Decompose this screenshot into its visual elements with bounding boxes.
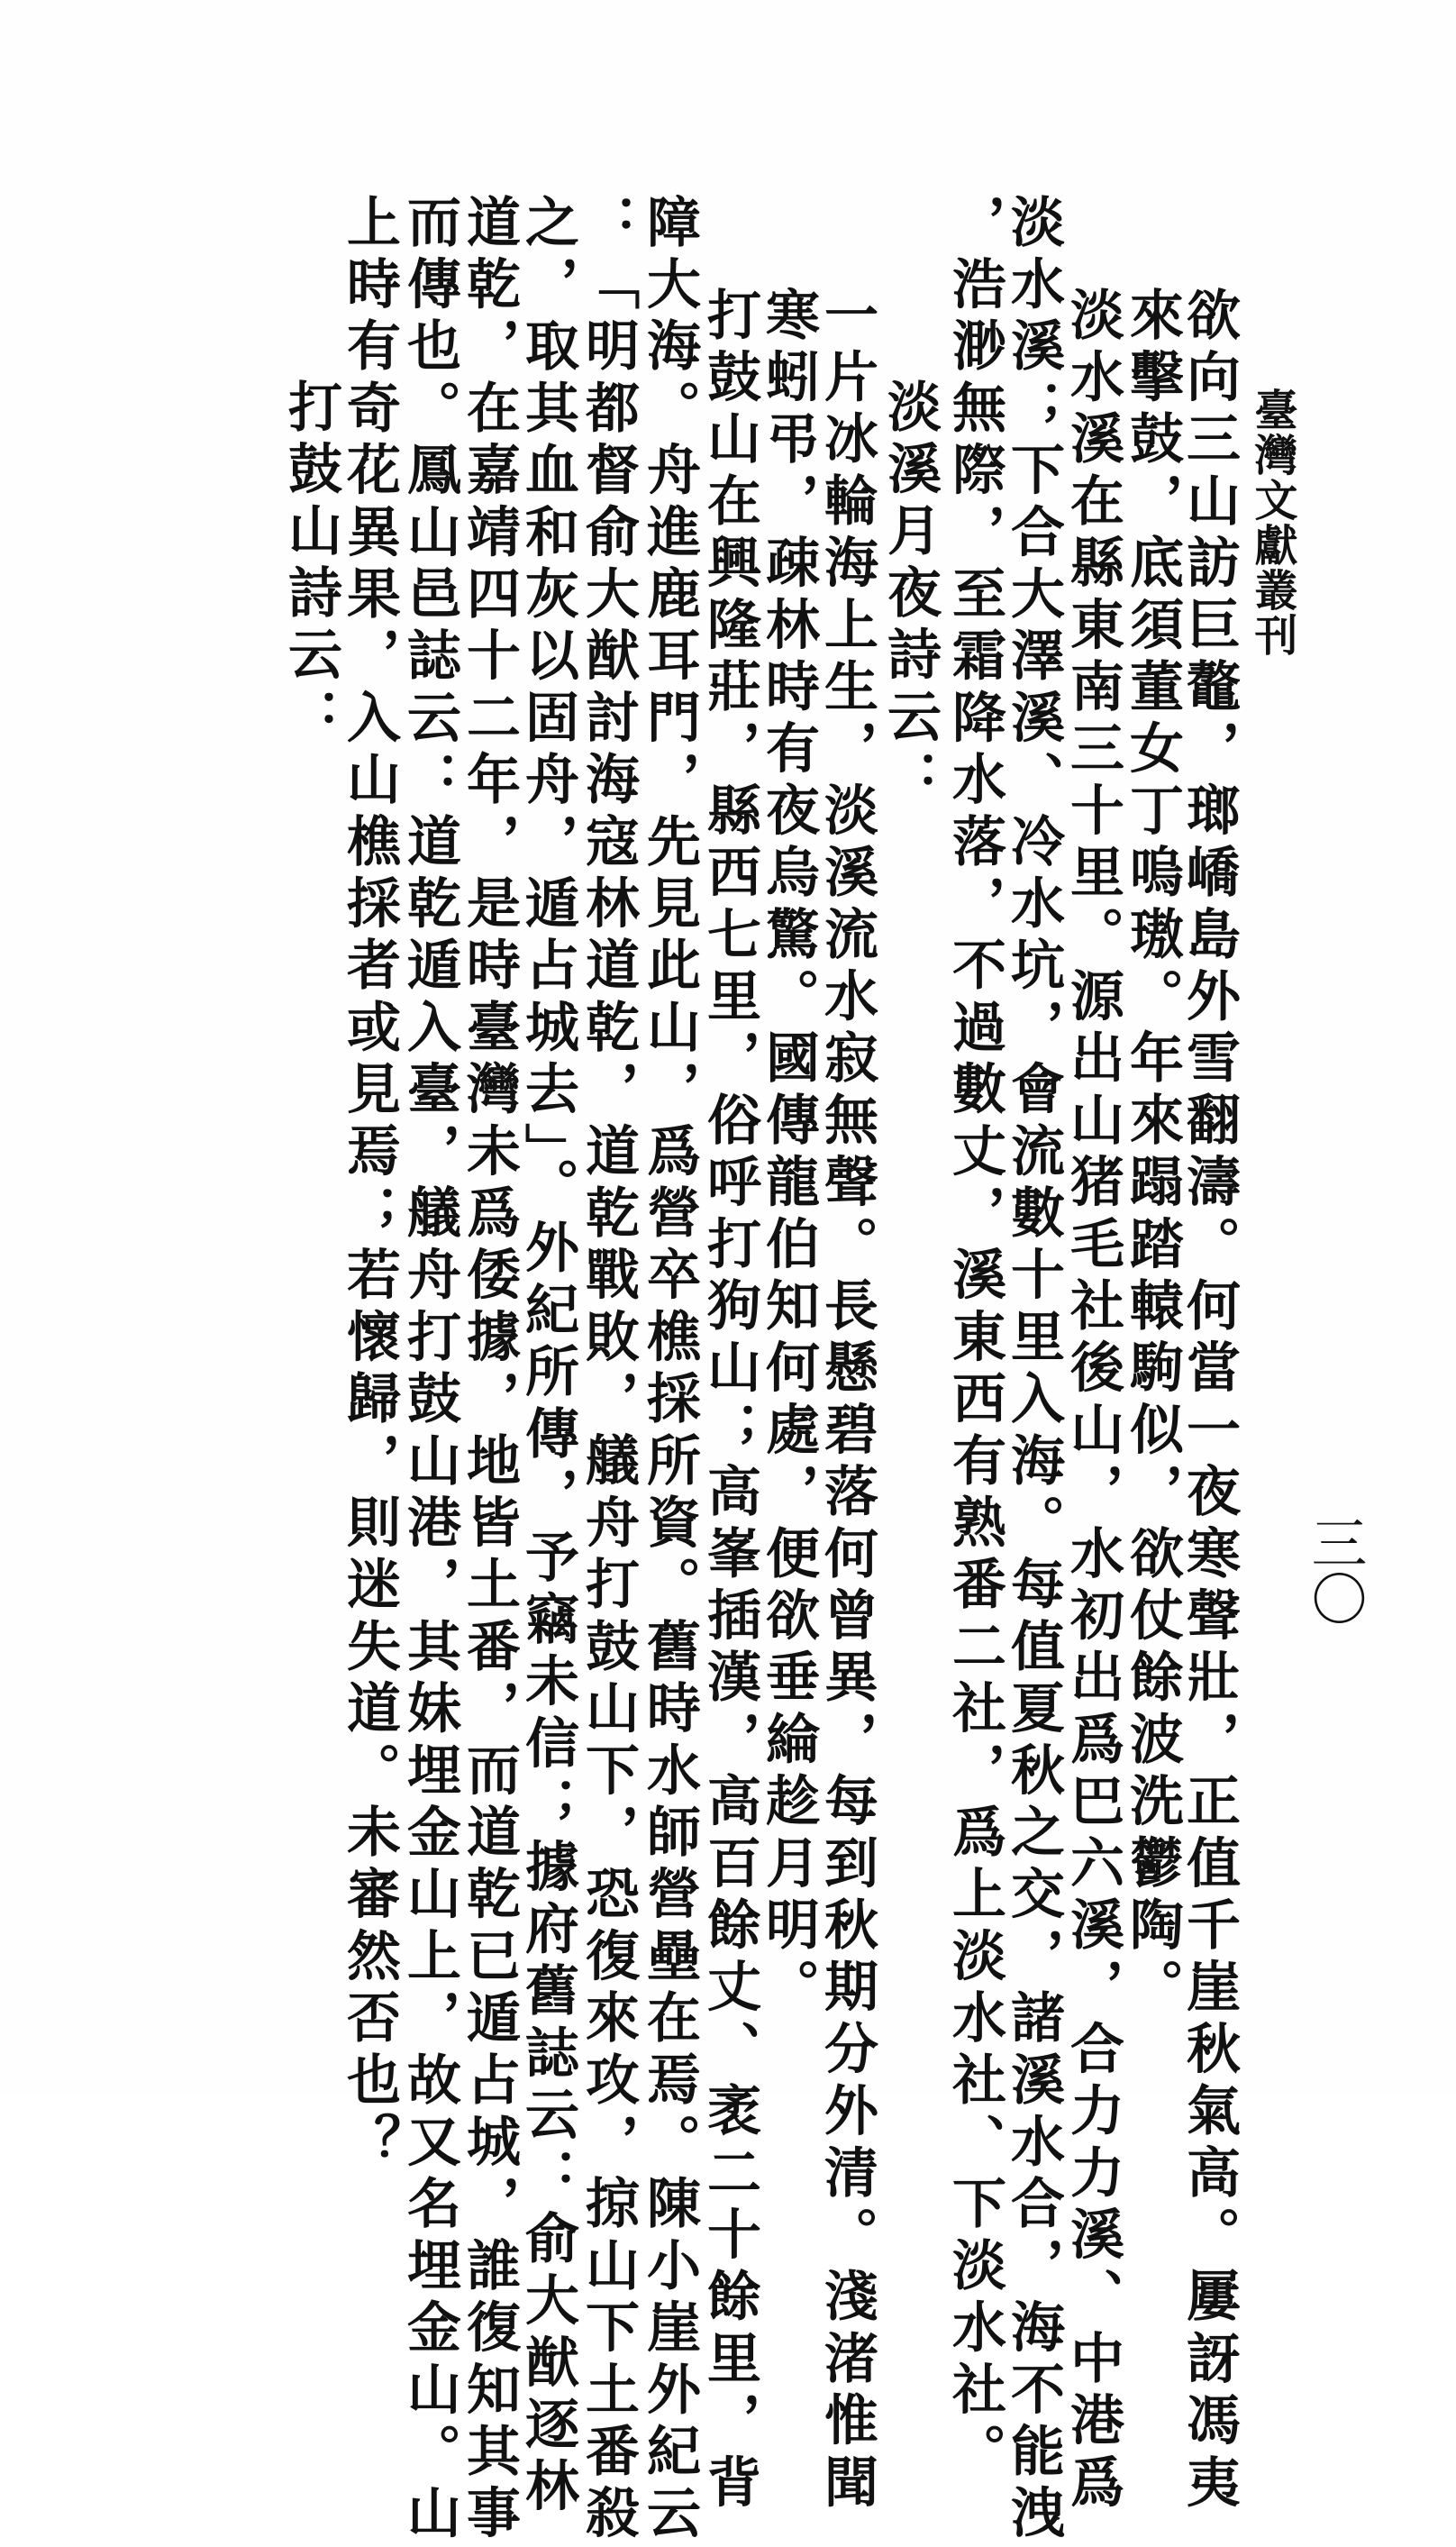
text-column: 來擊鼓，底須董女丁嗚璈。年來蹋踏轅駒似，欲仗餘波洗鬱陶。 <box>1121 287 1184 2021</box>
text-column: 上時有奇花異果，入山樵採者或見焉；若懷歸，則迷失道。未審然否也？ <box>338 194 401 2176</box>
text-column: 淡水溪；下合大澤溪、冷水坑，會流數十里入海。每值夏秋之交，諸溪水合，海不能洩 <box>1002 194 1065 2547</box>
text-column: 而傳也。鳳山邑誌云：道乾遁入臺，艤舟打鼓山港，其妹埋金山上，故又名埋金山。山 <box>398 194 461 2547</box>
text-column: 障大海。舟進鹿耳門，先見此山，爲營卒樵採所資。舊時水師營壘在焉。陳小崖外紀云 <box>638 194 701 2547</box>
text-column: ：「明都督俞大猷討海寇林道乾，道乾戰敗，艤舟打鼓山下，恐復來攻，掠山下土番殺 <box>577 194 640 2547</box>
text-column: 一片冰輪海上生，淡溪流水寂無聲。長懸碧落何曾異，每到秋期分外清。淺渚惟聞 <box>815 287 878 2516</box>
running-title: 臺灣文獻叢刊 <box>1247 388 1297 658</box>
page-number: 三〇 <box>1302 1514 1368 1626</box>
text-column: 打鼓山在興隆莊，縣西七里，俗呼打狗山；高峯插漢，高百餘丈、袤二十餘里，背 <box>698 287 761 2516</box>
text-column: ，浩渺無際，至霜降水落，不過數丈，溪東西有熟番二社，爲上淡水社、下淡水社。 <box>943 194 1006 2485</box>
text-column: 之，取其血和灰以固舟，遁占城去」。外紀所傳，予竊未信；據府舊誌云：俞大猷逐林 <box>516 194 579 2520</box>
text-column: 淡水溪在縣東南三十里。源出山猪毛社後山，水初出爲巴六溪，合力力溪、中港爲 <box>1061 287 1124 2516</box>
text-column: 淡溪月夜詩云： <box>878 379 942 812</box>
text-column: 寒蚓弔，疎林時有夜烏驚。國傳龍伯知何處，便欲垂綸趁月明。 <box>757 287 820 2021</box>
text-column: 欲向三山訪巨鼇，瑯嶠島外雪翻濤。何當一夜寒聲壯，正值千崖秋氣高。屢訝馮夷 <box>1178 287 1241 2516</box>
text-column: 打鼓山詩云： <box>279 379 342 751</box>
text-column: 道乾，在嘉靖四十二年，是時臺灣未爲倭據，地皆土番，而道乾已遁占城，誰復知其事 <box>458 194 521 2547</box>
